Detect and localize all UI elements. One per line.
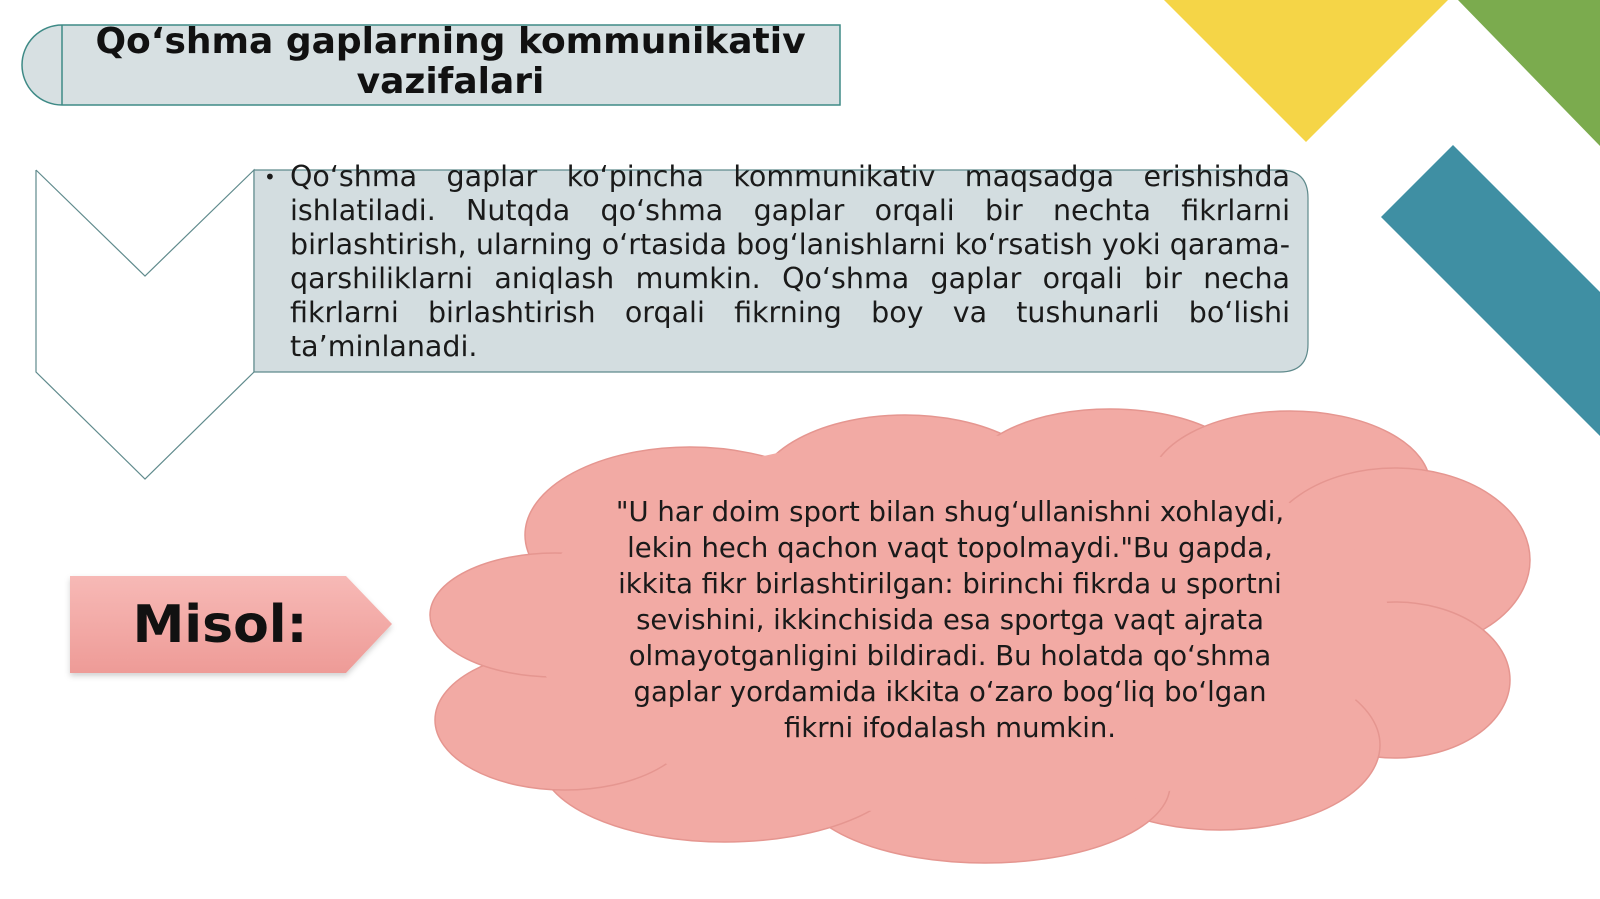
bullet-icon: • (264, 165, 276, 189)
chevron-outline (36, 170, 254, 479)
deco-yellow-triangle (1164, 0, 1448, 142)
slide-title: Qo‘shma gaplarning kommunikativ vazifalari (95, 21, 806, 102)
body-paragraph (266, 160, 1290, 364)
example-label: Misol: (132, 595, 308, 655)
example-text: "U har doim sport bilan shug‘ullanishni xohlaydi, lekin hech qachon vaqt topolmaydi."Bu gapda, ikkita fikr birlashtirilgan: birinchi fikrda u sportni sevishini, ikkinchisida esa sportga vaqt ajrata olmayotganligini bildiradi. Bu holatda qo‘shma gaplar yordamida ikkita o‘zaro bog‘liq bo‘lgan fikrni ifodalash mumkin. (615, 496, 1285, 744)
deco-green-stripe (1458, 0, 1600, 146)
deco-teal-stripe (1381, 145, 1600, 436)
body-paragraph-text: Qo‘shma gaplar ko‘pincha kommunikativ maqsadga erishishda ishlatiladi. Nutqda qo‘shma gaplar orqali bir nechta fikrlarni birlashtirish, ularning o‘rtasida bog‘lanishlarni ko‘rsatish yoki qarama-qarshiliklarni aniqlash mumkin. Qo‘shma gaplar orqali bir necha fikrlarni birlashtirish orqali fikrning boy va tushunarli bo‘lishi ta’minlanadi. (290, 160, 1290, 363)
